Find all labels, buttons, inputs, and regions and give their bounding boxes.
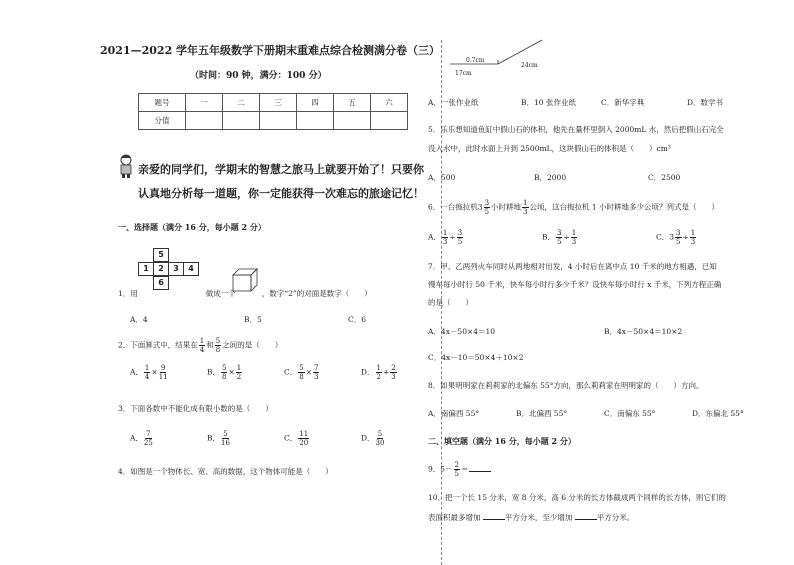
q8-option-c[interactable]: C．南偏东 55° — [604, 409, 656, 418]
q3-option-a[interactable] — [130, 430, 207, 447]
numerator: 1 — [376, 364, 381, 372]
question-1 — [118, 288, 372, 299]
question-2 — [118, 337, 282, 354]
mixed-whole: 3 — [669, 232, 675, 242]
denominator: 3 — [442, 238, 448, 246]
q10-blank-max[interactable] — [483, 511, 505, 520]
fraction — [144, 364, 150, 381]
operator: ÷ — [563, 232, 570, 242]
option-label: D． — [361, 433, 375, 443]
fraction — [376, 364, 382, 381]
q6-option-a[interactable] — [428, 229, 542, 246]
numerator: 5 — [377, 430, 383, 438]
q5-options — [428, 172, 680, 183]
operator: + — [382, 367, 390, 377]
q2-fraction-1 — [199, 337, 205, 354]
q1-option-b[interactable]: B．5 — [244, 315, 262, 324]
numerator: 1 — [571, 229, 577, 237]
question-4: 4．如图是一个物体长、宽、高的数据，这个物体可能是（ ） — [118, 467, 333, 476]
fraction — [675, 229, 681, 246]
fraction — [390, 364, 396, 381]
q2-text-a: 2．下面算式中，结果在 — [118, 340, 198, 350]
question-5-line2: 没入水中，此时水面上升到 2500mL，这块假山石的体积是（ ）cm³ — [428, 144, 671, 153]
denominator: 16 — [221, 439, 230, 447]
denominator: 30 — [375, 439, 385, 447]
denominator: 3 — [690, 238, 696, 246]
q10-text-b: 平方分米，至少增加 — [504, 513, 573, 522]
q5-option-b[interactable]: B．2000 — [534, 173, 567, 182]
q5-option-c[interactable]: C．2500 — [648, 173, 681, 182]
score-cell: 六 — [371, 94, 408, 112]
numerator: 1 — [523, 199, 528, 207]
denominator: 11 — [158, 373, 168, 381]
score-cell: 题号 — [139, 94, 186, 112]
net-face: 1 — [138, 262, 154, 276]
page-subtitle: （时间：90 钟，满分：100 分） — [190, 71, 327, 81]
q4-option-a[interactable]: A．一张作业纸 — [428, 98, 479, 107]
question-7-line3: 的是（ ） — [428, 298, 473, 307]
q9-answer-blank[interactable] — [469, 463, 491, 472]
numerator: 5 — [299, 364, 304, 372]
q9-text-b: ＝ — [461, 464, 469, 474]
question-5-line1: 5．乐乐想知道鱼缸中假山石的体积，他先在量杯里倒入 2000mL 水，然后把假山石完全 — [428, 125, 724, 134]
q6-text-c: 公顷，这台拖拉机 1 小时耕地多少公顷？列式是（ ） — [529, 202, 720, 212]
numerator: 3 — [557, 229, 562, 237]
denominator: 5 — [676, 238, 681, 246]
numerator: 1 — [690, 229, 696, 237]
fraction — [571, 229, 577, 246]
score-cell — [334, 112, 371, 130]
q1-text-b: 做成一个 — [205, 289, 236, 298]
net-face: 6 — [153, 276, 169, 290]
operator: ÷ — [449, 232, 456, 242]
q3-options — [130, 430, 421, 447]
fraction — [457, 229, 463, 246]
score-cell: 三 — [260, 94, 297, 112]
score-cell — [371, 112, 408, 130]
q2-text-b: 和 — [206, 340, 214, 350]
denominator: 3 — [314, 373, 319, 381]
q8-options — [428, 408, 744, 419]
score-cell: 分值 — [139, 112, 186, 130]
option-label: C． — [656, 232, 670, 242]
score-cell: 五 — [334, 94, 371, 112]
score-cell — [186, 112, 223, 130]
denominator: 5 — [454, 470, 460, 478]
q3-option-d[interactable] — [361, 430, 421, 447]
denominator: 8 — [299, 373, 304, 381]
denominator: 4 — [199, 346, 205, 354]
question-6 — [428, 199, 719, 216]
denominator: 5 — [557, 238, 562, 246]
fraction — [144, 430, 153, 447]
q8-option-b[interactable]: B．北偏西 55° — [516, 409, 568, 418]
question-10-line1: 10．把一个长 15 分米，宽 8 分米，高 6 分米的长方体截成两个同样的长方体，则它们的 — [428, 493, 726, 502]
fraction — [376, 430, 385, 447]
q4-option-b[interactable]: B．10 张作业纸 — [521, 98, 576, 107]
section1-heading: 一、选择题（满分 16 分，每小题 2 分） — [118, 222, 266, 232]
net-face: 4 — [183, 262, 199, 276]
q10-text-c: 平方分米。 — [596, 513, 635, 522]
q5-option-a[interactable]: A．500 — [428, 173, 456, 182]
fraction — [442, 229, 448, 246]
numerator: 1 — [442, 229, 448, 237]
net-face: 2 — [153, 262, 169, 276]
numerator: 1 — [199, 337, 205, 345]
operator: × — [228, 367, 235, 377]
fraction — [236, 364, 242, 381]
numerator: 5 — [223, 430, 228, 438]
denominator: 3 — [391, 373, 396, 381]
q10-text-a: 表面积最多增加 — [428, 513, 481, 522]
q3-option-c[interactable] — [284, 430, 361, 447]
operator: × — [151, 367, 158, 377]
denominator: 2 — [236, 373, 242, 381]
numerator: 3 — [676, 229, 681, 237]
numerator: 5 — [215, 337, 221, 345]
operator: × — [305, 367, 313, 377]
question-7-line2: 慢车每小时行 50 千米，快车每小时行多少千米？设快车每小时行 x 千米，下列方程正确 — [428, 280, 722, 289]
q6-options — [428, 229, 736, 246]
q1-option-c[interactable]: C．6 — [348, 315, 367, 324]
fraction — [690, 229, 696, 246]
q1-text-a: 1．用 — [118, 289, 138, 298]
numerator: 2 — [454, 461, 460, 469]
student-icon — [116, 153, 136, 179]
fraction — [221, 430, 230, 447]
dim-label-length: 24cm — [521, 62, 538, 69]
q2-fraction-2 — [215, 337, 221, 354]
q6-option-c[interactable] — [656, 229, 736, 246]
q2-option-b[interactable] — [207, 364, 284, 381]
net-face: 3 — [168, 262, 184, 276]
numerator: 1 — [144, 364, 150, 372]
operator: ÷ — [682, 232, 689, 242]
dim-label-width: 17cm — [455, 70, 472, 77]
question-9 — [428, 461, 491, 478]
score-cell: 一 — [186, 94, 223, 112]
denominator: 20 — [299, 439, 309, 447]
q1-options — [130, 314, 366, 325]
q3-option-b[interactable] — [207, 430, 284, 447]
denominator: 25 — [143, 439, 153, 447]
fraction — [556, 229, 562, 246]
denominator: 3 — [571, 238, 577, 246]
q6-fraction-1 — [484, 199, 490, 216]
q4-option-d[interactable]: D．数学书 — [687, 98, 724, 107]
denominator: 5 — [457, 238, 463, 246]
numerator: 1 — [236, 364, 242, 372]
question-10-line2 — [428, 511, 634, 523]
denominator: 8 — [215, 346, 221, 354]
fraction — [298, 430, 309, 447]
q1-text-c: ，数字“2”的对面是数字（ ） — [261, 289, 372, 298]
score-cell: 二 — [223, 94, 260, 112]
fraction — [313, 364, 319, 381]
option-label: A． — [130, 367, 143, 377]
option-label: D． — [361, 367, 375, 377]
score-cell: 四 — [297, 94, 334, 112]
q7-option-a[interactable]: A．4x－50×4＝10 — [428, 327, 496, 336]
numerator: 7 — [146, 430, 151, 438]
section2-heading: 二、填空题（满分 16 分，每小题 2 分） — [428, 436, 576, 446]
greeting-text: 亲爱的同学们，学期末的智慧之旅马上就要开始了！只要你认真地分析每一道题，你一定能获得一次难忘的旅途记忆！ — [138, 163, 424, 200]
numerator: 5 — [222, 364, 227, 372]
q9-text-a: 9．5－ — [428, 464, 453, 474]
q6-fraction-2 — [522, 199, 528, 216]
q6-text-a: 6．一台拖拉机 — [428, 202, 478, 212]
denominator: 5 — [484, 208, 490, 216]
numerator: 11 — [299, 430, 309, 438]
q8-option-d[interactable]: D．东偏北 55° — [692, 409, 744, 418]
q4-options — [428, 97, 723, 108]
question-8: 8．如果明明家在莉莉家的北偏东 55°方向，那么莉莉家在明明家的（ ）方向。 — [428, 381, 704, 390]
q8-option-a[interactable]: A．南偏西 55° — [428, 409, 480, 418]
option-label: A． — [130, 433, 143, 443]
q2-option-d[interactable] — [361, 364, 421, 381]
q9-fraction — [454, 461, 460, 478]
score-table — [138, 93, 408, 130]
numerator: 2 — [391, 364, 396, 372]
option-label: B． — [207, 367, 221, 377]
net-face: 5 — [153, 248, 169, 262]
q6-text-b: 小时耕地 — [491, 202, 522, 212]
option-label: B． — [207, 433, 221, 443]
q4-option-c[interactable]: C．新华字典 — [601, 98, 645, 107]
page-title: 2021—2022 学年五年级数学下册期末重难点综合检测满分卷（三） — [100, 44, 441, 57]
denominator: 4 — [144, 373, 150, 381]
fraction — [298, 364, 304, 381]
score-cell — [297, 112, 334, 130]
q2-options — [130, 364, 421, 381]
numerator: 3 — [457, 229, 463, 237]
dim-label-thickness: 0.7cm — [466, 57, 485, 64]
question-7-line1: 7．甲、乙两列火车同时从两地相对出发，4 小时后在离中点 10 千米的地方相遇，已知 — [428, 262, 717, 271]
q10-blank-min[interactable] — [575, 511, 597, 520]
q2-option-c[interactable] — [284, 364, 361, 381]
option-label: B． — [542, 232, 556, 242]
denominator: 2 — [376, 373, 381, 381]
option-label: C． — [284, 367, 298, 377]
q2-text-c: 之间的是（ ） — [222, 340, 283, 350]
q7-option-c[interactable]: C．4x－10＝50×4＋10×2 — [428, 353, 524, 362]
numerator: 7 — [314, 364, 319, 372]
q1-option-a[interactable]: A．4 — [130, 315, 148, 324]
option-label: A． — [428, 232, 441, 242]
numerator: 3 — [484, 199, 490, 207]
q2-option-a[interactable] — [130, 364, 207, 381]
score-table-header-row — [139, 94, 408, 112]
question-3: 3．下面各数中不能化成有限小数的是（ ） — [118, 404, 273, 413]
denominator: 8 — [222, 373, 227, 381]
score-cell — [260, 112, 297, 130]
numerator: 9 — [160, 364, 166, 372]
q7-option-b[interactable]: B．4x－50×4＝10×2 — [604, 327, 683, 336]
score-cell — [223, 112, 260, 130]
option-label: C． — [284, 433, 298, 443]
q6-option-b[interactable] — [542, 229, 656, 246]
fraction — [221, 364, 227, 381]
score-table-value-row — [139, 112, 408, 130]
fraction — [159, 364, 168, 381]
q6-mixed-whole: 3 — [477, 202, 483, 212]
denominator: 3 — [523, 208, 528, 216]
